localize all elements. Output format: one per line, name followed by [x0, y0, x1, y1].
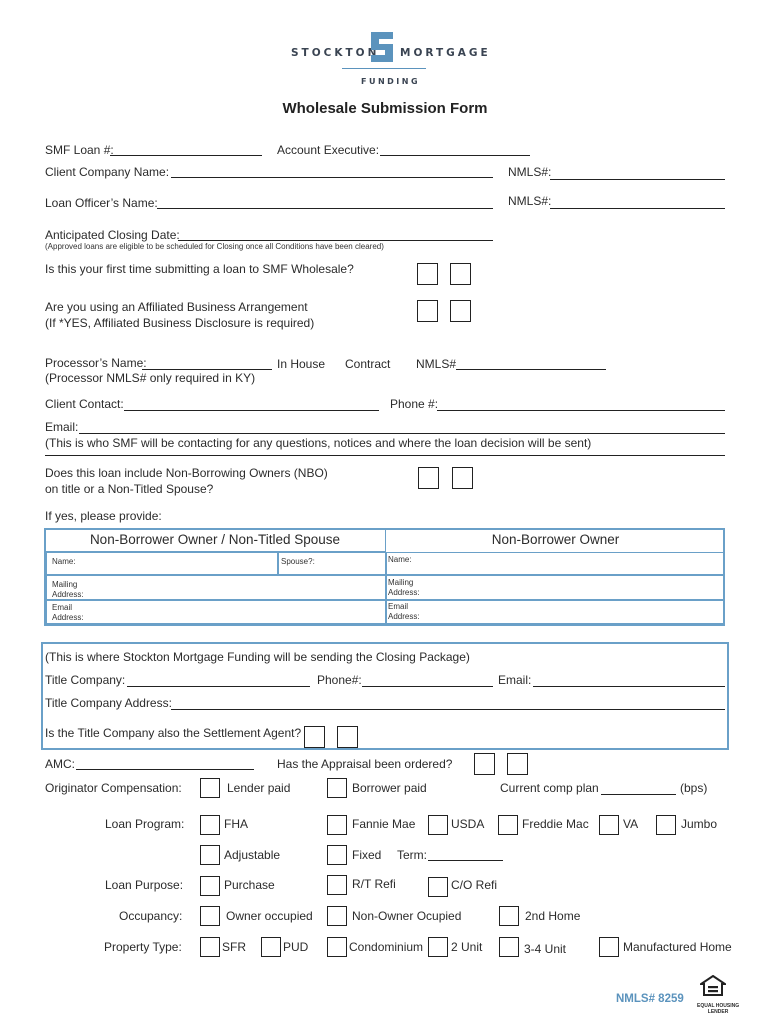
manufactured-checkbox[interactable]	[599, 937, 619, 957]
nbo-spouse-label: Spouse?:	[281, 557, 315, 566]
client-contact-field[interactable]	[124, 410, 379, 411]
lender-paid-checkbox[interactable]	[200, 778, 220, 798]
title-address-label: Title Company Address:	[45, 696, 172, 710]
if-yes-label: If yes, please provide:	[45, 509, 162, 523]
fha-label: FHA	[224, 817, 248, 831]
title-phone-label: Phone#:	[317, 673, 362, 687]
amc-field[interactable]	[76, 769, 254, 770]
jumbo-checkbox[interactable]	[656, 815, 676, 835]
three-four-unit-checkbox[interactable]	[499, 937, 519, 957]
fixed-label: Fixed	[352, 848, 382, 862]
settlement-question: Is the Title Company also the Settlement Agent?	[45, 726, 302, 740]
processor-nmls-label: NMLS#	[416, 357, 457, 371]
usda-checkbox[interactable]	[428, 815, 448, 835]
fannie-label: Fannie Mae	[352, 817, 416, 831]
email-divider	[45, 455, 725, 456]
aba-note: (If *YES, Affiliated Business Disclosure is required)	[45, 316, 315, 330]
nbo-left-name-label: Name:	[52, 557, 76, 566]
nbo-left-header: Non-Borrower Owner / Non-Titled Spouse	[89, 532, 341, 547]
nbo-right-header: Non-Borrower Owner	[491, 532, 620, 547]
borrower-paid-label: Borrower paid	[352, 781, 427, 795]
va-checkbox[interactable]	[599, 815, 619, 835]
comp-label: Originator Compensation:	[45, 781, 182, 795]
two-unit-label: 2 Unit	[451, 940, 483, 954]
usda-label: USDA	[451, 817, 485, 831]
amc-label: AMC:	[45, 757, 75, 771]
manufactured-label: Manufactured Home	[623, 940, 732, 954]
nbo-left-email-cell[interactable]	[46, 600, 386, 624]
settlement-yes-checkbox[interactable]	[304, 726, 325, 748]
nbo-right-name-label: Name:	[388, 555, 412, 564]
term-label: Term:	[397, 848, 427, 862]
occupancy-label: Occupancy:	[119, 909, 183, 923]
processor-nmls-field[interactable]	[456, 369, 606, 370]
email-field[interactable]	[79, 433, 725, 434]
loan-officer-label: Loan Officer’s Name:	[45, 196, 158, 210]
aba-yes-checkbox[interactable]	[417, 300, 438, 322]
second-home-checkbox[interactable]	[499, 906, 519, 926]
title-email-field[interactable]	[533, 686, 725, 687]
lender-paid-label: Lender paid	[227, 781, 291, 795]
page-title: Wholesale Submission Form	[282, 100, 488, 117]
brand-sub: FUNDING	[361, 77, 421, 86]
title-phone-field[interactable]	[362, 686, 493, 687]
logo-s-icon	[368, 30, 396, 64]
nbo-right-mailing-cell[interactable]	[386, 575, 725, 600]
two-unit-checkbox[interactable]	[428, 937, 448, 957]
nbo-left-mailing-cell[interactable]	[46, 575, 386, 600]
client-contact-label: Client Contact:	[45, 397, 124, 411]
purpose-label: Loan Purpose:	[105, 878, 184, 892]
freddie-checkbox[interactable]	[498, 815, 518, 835]
smf-loan-field[interactable]	[110, 155, 262, 156]
nmls2-label: NMLS#:	[508, 194, 552, 208]
nbo-left-mailing-label: Mailing Address:	[52, 580, 84, 599]
first-time-question: Is this your first time submitting a loan to SMF Wholesale?	[45, 262, 354, 276]
nbo-right-email-label: Email Address:	[388, 602, 420, 621]
nbo-question: Does this loan include Non-Borrowing Owners (NBO)	[45, 466, 328, 480]
appraisal-question: Has the Appraisal been ordered?	[277, 757, 453, 771]
rt-refi-label: R/T Refi	[352, 877, 396, 891]
settlement-no-checkbox[interactable]	[337, 726, 358, 748]
term-field[interactable]	[428, 860, 503, 861]
client-company-field[interactable]	[171, 177, 493, 178]
purchase-label: Purchase	[224, 878, 275, 892]
fannie-checkbox[interactable]	[327, 815, 347, 835]
smf-loan-label: SMF Loan #:	[45, 143, 114, 157]
nbo-question-2: on title or a Non-Titled Spouse?	[45, 482, 214, 496]
nbo-right-email-cell[interactable]	[386, 600, 725, 624]
jumbo-label: Jumbo	[681, 817, 718, 831]
three-four-unit-label: 3-4 Unit	[524, 942, 567, 956]
nbo-no-checkbox[interactable]	[452, 467, 473, 489]
owner-occupied-label: Owner occupied	[226, 909, 313, 923]
pud-checkbox[interactable]	[261, 937, 281, 957]
fha-checkbox[interactable]	[200, 815, 220, 835]
footer-nmls: NMLS# 8259	[616, 993, 684, 1005]
title-company-field[interactable]	[127, 686, 310, 687]
closing-date-field[interactable]	[178, 240, 493, 241]
sfr-label: SFR	[222, 940, 246, 954]
account-exec-label: Account Executive:	[277, 143, 380, 157]
processor-label: Processor’s Name:	[45, 356, 147, 370]
nmls2-field[interactable]	[550, 208, 725, 209]
logo-rule	[342, 68, 426, 69]
first-time-no-checkbox[interactable]	[450, 263, 471, 285]
nmls1-field[interactable]	[550, 179, 725, 180]
loan-officer-field[interactable]	[157, 208, 493, 209]
email-label: Email:	[45, 420, 79, 434]
current-comp-field[interactable]	[601, 794, 676, 795]
account-exec-field[interactable]	[380, 155, 530, 156]
equal-housing-icon	[700, 975, 726, 1005]
co-refi-checkbox[interactable]	[428, 877, 448, 897]
non-owner-label: Non-Owner Ocupied	[352, 909, 462, 923]
co-refi-label: C/O Refi	[451, 878, 498, 892]
nbo-left-name-cell[interactable]	[46, 552, 278, 575]
sfr-checkbox[interactable]	[200, 937, 220, 957]
nbo-right-name-cell[interactable]	[386, 552, 725, 575]
title-email-label: Email:	[498, 673, 532, 687]
nbo-right-mailing-label: Mailing Address:	[388, 578, 420, 597]
rt-refi-checkbox[interactable]	[327, 875, 347, 895]
email-note: (This is who SMF will be contacting for any questions, notices and where the loan decision will be sent)	[45, 436, 592, 450]
client-company-label: Client Company Name:	[45, 165, 170, 179]
nbo-left-email-label: Email Address:	[52, 603, 84, 622]
appraisal-no-checkbox[interactable]	[507, 753, 528, 775]
current-comp-label: Current comp plan	[500, 781, 599, 795]
adjustable-checkbox[interactable]	[200, 845, 220, 865]
owner-occupied-checkbox[interactable]	[200, 906, 220, 926]
first-time-yes-checkbox[interactable]	[417, 263, 438, 285]
program-label: Loan Program:	[105, 817, 185, 831]
processor-note: (Processor NMLS# only required in KY)	[45, 371, 256, 385]
va-label: VA	[623, 817, 639, 831]
borrower-paid-checkbox[interactable]	[327, 778, 347, 798]
closing-date-label: Anticipated Closing Date:	[45, 228, 180, 242]
phone-field[interactable]	[437, 410, 725, 411]
condo-checkbox[interactable]	[327, 937, 347, 957]
condo-label: Condominium	[349, 940, 424, 954]
title-box-note: (This is where Stockton Mortgage Funding will be sending the Closing Package)	[45, 650, 470, 664]
contract-option[interactable]: Contract	[345, 357, 391, 371]
adjustable-label: Adjustable	[224, 848, 281, 862]
pud-label: PUD	[283, 940, 309, 954]
processor-field[interactable]	[142, 369, 272, 370]
phone-label: Phone #:	[390, 397, 439, 411]
aba-question: Are you using an Affiliated Business Arrangement	[45, 300, 308, 314]
fixed-checkbox[interactable]	[327, 845, 347, 865]
freddie-label: Freddie Mac	[522, 817, 589, 831]
title-company-label: Title Company:	[45, 673, 126, 687]
nmls1-label: NMLS#:	[508, 165, 552, 179]
second-home-label: 2nd Home	[525, 909, 581, 923]
title-address-field[interactable]	[171, 709, 725, 710]
non-owner-checkbox[interactable]	[327, 906, 347, 926]
appraisal-yes-checkbox[interactable]	[474, 753, 495, 775]
brand-right: MORTGAGE	[400, 47, 491, 59]
closing-note: (Approved loans are eligible to be scheduled for Closing once all Conditions have been cleared)	[45, 242, 384, 251]
aba-no-checkbox[interactable]	[450, 300, 471, 322]
brand-left: STOCKTON	[291, 47, 380, 59]
bps-label: (bps)	[680, 781, 708, 795]
property-label: Property Type:	[104, 940, 182, 954]
in-house-option[interactable]: In House	[277, 357, 326, 371]
nbo-yes-checkbox[interactable]	[418, 467, 439, 489]
equal-housing-text: EQUAL HOUSING LENDER	[697, 1003, 740, 1015]
purchase-checkbox[interactable]	[200, 876, 220, 896]
